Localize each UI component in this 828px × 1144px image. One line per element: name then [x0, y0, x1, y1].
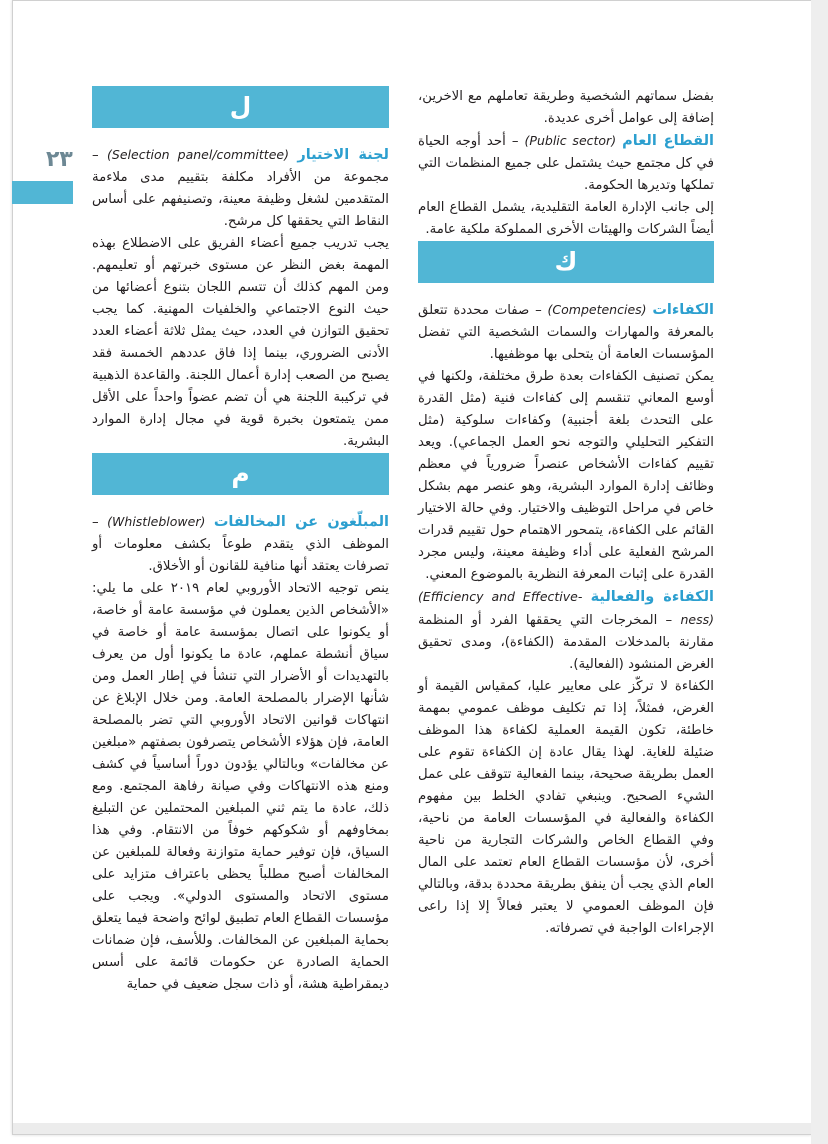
page-bottom-strip: [13, 1123, 811, 1134]
page-number: ٢٣: [46, 147, 73, 172]
selection-panel-body: يجب تدريب جميع أعضاء الفريق على الاضطلاع بهذه المهمة بغض النظر عن مستوى خبرتهم أو تعليمهم. ومن المهم كذلك أن تتسم اللجان بتنوع أعضائها من حيث النوع الاجتماعي والخلفيات المهنية. كما يجب تحقيق التوازن في العدد، حيث يمثل ثلاثة أعضاء العدد الأدنى الضروري، بينما إذا فاق عددهم الخمسة فقد يصبح من الصعب إدارة أعمال اللجنة. والقاعدة الذهبية في تركيبة اللجنة هي أن تضم عضواً واحداً على الأقل ممن يتمتعون بخبرة قوية في مجال إدارة الموارد البشرية.: [92, 236, 389, 449]
page-tab-bar: [12, 181, 73, 204]
public-sector-note: إلى جانب الإدارة العامة التقليدية، يشمل القطاع العام أيضاً الشركات والهيئات الأخرى المملوكة ملكية عامة.: [418, 200, 714, 237]
public-sector-term: القطاع العام: [622, 133, 714, 149]
page-right-strip: [811, 0, 828, 1144]
intro-paragraph: بفضل سماتهم الشخصية وطريقة تعاملهم مع الاخرين، إضافة إلى عوامل أخرى عديدة.: [418, 89, 714, 126]
competencies-english: (Competencies): [547, 302, 647, 317]
selection-panel-english: (Selection panel/committee): [107, 147, 289, 162]
efficiency-definition: – المخرجات التي يحققها الفرد أو المنظمة مقارنة بالمدخلات المقدمة (الكفاءة)، ومدى تحقيق الغرض المنشود (الفعالية).: [418, 613, 714, 672]
efficiency-body: الكفاءة لا تركّز على معايير عليا، كمقياس القيمة أو الغرض، فمثلاً، إذا تم تكليف موظف عمومي بمهمة خاطئة، تكون القيمة العملية لكفاءة هذا الموظف ضئيلة للغاية. لهذا يقال عادة إن الكفاءة تقوم على العمل بطريقة صحيحة، بينما الفعالية تتوقف على عمل الشيء الصحيح. وينبغي تفادي الخلط بين مفهوم الكفاءة والفعالية في المؤسسات العامة من ناحية، وفي القطاع الخاص والشركات التجارية من ناحية أخرى، لأن مؤسسات القطاع العام تعتمد على المال العام الذي يجب أن ينفق بطريقة محددة بدقة، وبالتالي فإن الموظف العمومي لا يعتبر فعالاً إلا إذا راعى الإجراءات الواجبة في تصرفاته.: [418, 679, 714, 936]
competencies-entry: [418, 299, 714, 366]
efficiency-english: (Efficiency and Effective-ness): [418, 589, 714, 627]
whistleblower-entry: [92, 511, 389, 578]
public-sector-entry: [418, 130, 714, 197]
competencies-definition: – صفات محددة تتعلق بالمعرفة والمهارات والسمات الشخصية التي تفضل المؤسسات العامة أن يتحلى بها موظفيها.: [418, 303, 714, 362]
selection-panel-term: لجنة الاختيار: [297, 147, 389, 163]
selection-panel-definition: – مجموعة من الأفراد مكلفة بتقييم مدى ملاءمة المتقدمين لشغل وظيفة معينة، وتصنيفهم على أساس النقاط التي يحققها كل مرشح.: [92, 148, 389, 229]
right-column: [418, 86, 714, 940]
public-sector-definition: – أحد أوجه الحياة في كل مجتمع حيث يشتمل على جميع المنظمات التي تملكها وتديرها الحكومة.: [418, 134, 714, 193]
public-sector-english: (Public sector): [524, 133, 617, 148]
whistleblower-body: ينص توجيه الاتحاد الأوروبي لعام ٢٠١٩ على ما يلي: «الأشخاص الذين يعملون في مؤسسة عامة أو خاصة، أو يكونوا على اتصال بمؤسسة عامة أو خاصة في سياق أنشطة عملهم، عادة ما يكونوا أول من يعرف بالتهديدات أو الأضرار التي تنشأ في إطار العمل ومن شأنها الإضرار بالمصلحة العامة. ومن خلال الإبلاغ عن انتهاكات قوانين الاتحاد الأوروبي التي تضر بالمصلحة العامة، فإن هؤلاء الأشخاص يتصرفون بصفتهم «مبلغين عن مخالفات» وبالتالي يؤدون دوراً أساسياً في كشف ومنع هذه الانتهاكات وفي صيانة رفاهة المجتمع. ومع ذلك، عادة ما يتم ثني المبلغين المحتملين عن التبليغ بمخاوفهم أو شكوكهم خوفاً من الانتقام. وفي هذا السياق، فإن توفير حماية متوازنة وفعالة للمبلغين عن المخالفات أصبح مطلباً يحظى باعتراف متزايد على مستوى الاتحاد والمستوى الدولي». ويجب على مؤسسات القطاع العام تطبيق لوائح واضحة فيما يتعلق بحماية المبلغين عن المخالفات. وللأسف، فإن ضمانات الحماية الصادرة عن حكومات قائمة على أسس ديمقراطية هشة، أو ذات سجل ضعيف في حماية: [92, 581, 389, 992]
whistleblower-definition: – الموظف الذي يتقدم طوعاً بكشف معلومات أو تصرفات يعتقد أنها منافية للقانون أو الأخلاق.: [92, 515, 389, 574]
whistleblower-term: المبلّغون عن المخالفات: [213, 514, 389, 530]
competencies-term: الكفاءات: [652, 302, 714, 318]
whistleblower-english: (Whistleblower): [107, 514, 206, 529]
selection-panel-entry: [92, 144, 389, 233]
letter-section-lam: ل: [92, 86, 389, 128]
competencies-body: يمكن تصنيف الكفاءات بعدة طرق مختلفة، ولكنها في أوسع المعاني تنقسم إلى كفاءات فنية (مثل القدرة على التحدث بلغة أجنبية) وكفاءات سلوكية (مثل التفكير التحليلي والتوجه نحو العمل الجماعي). ويعد تقييم كفاءات الأشخاص عنصراً ضرورياً في معظم وظائف إدارة الموارد البشرية، وهو عنصر مهم بشكل خاص في مراحل التوظيف والاختيار. وفي حالة الاختيار القائم على الكفاءة، يتمحور الاهتمام حول تقييم قدرات المرشح الفعلية على أداء وظيفة معينة، وليس مجرد القدرة على إثبات المعرفة النظرية بالموضوع المعني.: [418, 369, 714, 582]
letter-section-mim: م: [92, 453, 389, 495]
letter-section-kaf: ك: [418, 241, 714, 283]
efficiency-entry: [418, 586, 714, 676]
efficiency-term: الكفاءة والفعالية: [590, 589, 714, 605]
left-column: [92, 86, 389, 996]
